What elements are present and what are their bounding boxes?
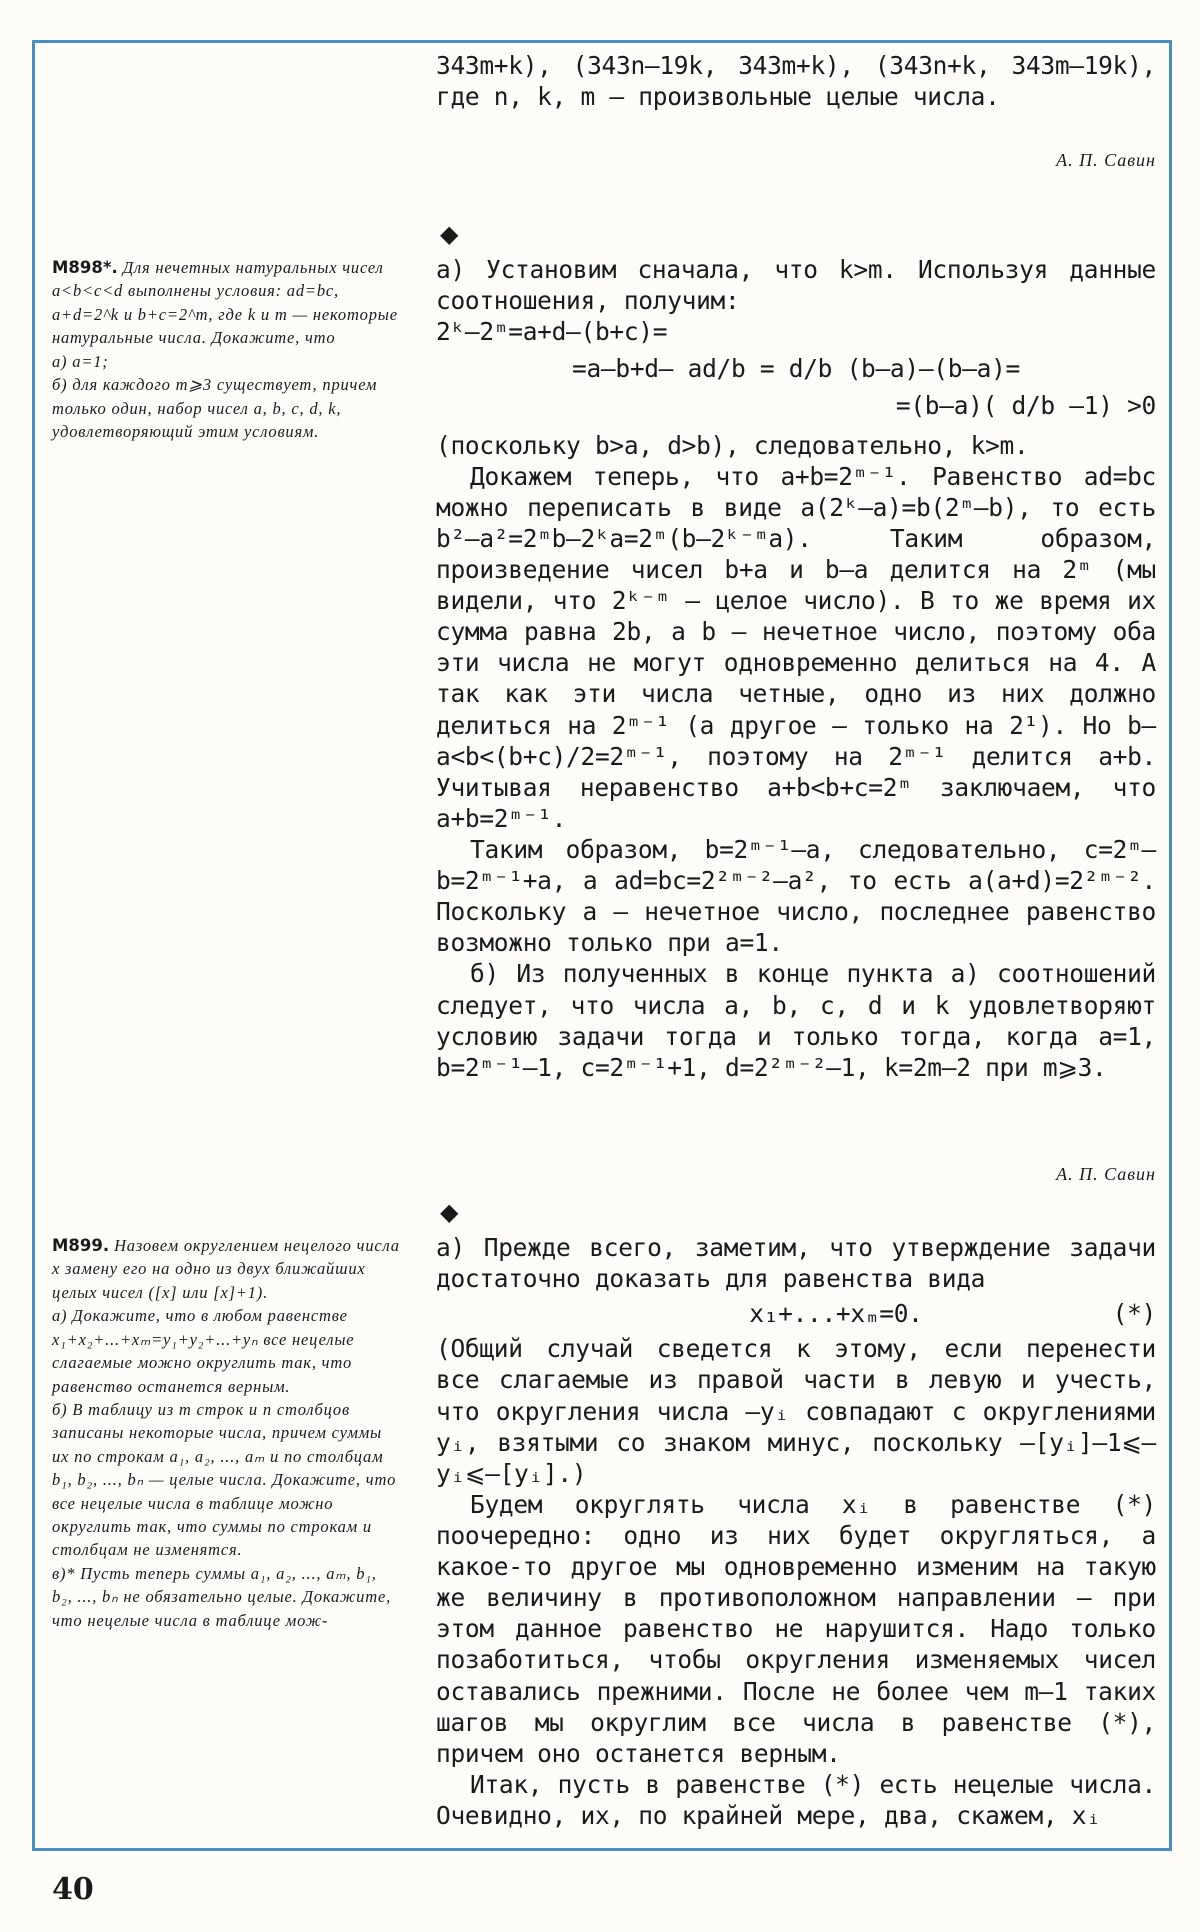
solution-paragraph: (поскольку b>a, d>b), следовательно, k>m. (436, 430, 1029, 460)
diamond-marker: ◆ (440, 220, 459, 248)
solution-m899 (436, 1232, 1156, 1831)
equation-line-1: 2ᵏ—2ᵐ=a+d—(b+c)= (436, 317, 668, 347)
problem-m898 (52, 256, 402, 443)
solution-paragraph: б) Из полученных в конце пункта а) соотношений следует, что числа a, b, c, d и k удовлетворяют условию задачи тогда и только тогда, когда a=1, b=2ᵐ⁻¹—1, c=2ᵐ⁻¹+1, d=2²ᵐ⁻²—1, k=2m—2 при m⩾3. (436, 959, 1156, 1082)
solution-intro: а) Установим сначала, что k>m. Используя данные соотношения, получим: (436, 255, 1156, 316)
problem-part-a: а) a=1; (52, 351, 109, 371)
problem-part-c: в)* Пусть теперь суммы a₁, a₂, ..., aₘ, b₁, b₂, ..., bₙ не обязательно целые. Докажите, что нецелые числа в таблице мож- (52, 1563, 391, 1630)
frame-right-rule (1169, 40, 1172, 1850)
solution-paragraph: Будем округлять числа xᵢ в равенстве (*) поочередно: одно из них будет округляться, а какое-то другое мы одновременно изменим на такую же величину в противоположном направлении — при этом данное равенство не нарушится. Надо только позаботиться, чтобы округления изменяемых чисел оставались прежними. После не более чем m—1 таких шагов мы округлим все числа в равенстве (*), причем оно останется верным. (436, 1489, 1156, 1768)
problem-part-a: а) Докажите, что в любом равенстве x₁+x₂+...+xₘ=y₁+y₂+...+yₙ все нецелые слагаемые можно округлить так, что равенство останется верным. (52, 1306, 355, 1396)
equation-line-3: =(b—a)( d/b —1) >0 (895, 391, 1156, 421)
equation-body: x₁+...+xₘ=0. (749, 1299, 923, 1329)
continuation-text (436, 50, 1156, 112)
solution-intro: а) Прежде всего, заметим, что утверждение задачи достаточно доказать для равенства вида (436, 1233, 1156, 1294)
frame-left-rule (32, 40, 35, 1850)
problem-part-b: б) В таблицу из m строк и n столбцов записаны некоторые числа, причем суммы их по строкам a₁, a₂, ..., aₘ и по столбцам b₁, b₂, ..., bₙ — целые числа. Докажите, что все нецелые числа в таблице можно округлить так, что суммы по строкам и столбцам не изменятся. (52, 1399, 397, 1560)
problem-part-b: б) для каждого m⩾3 существует, причем только один, набор чисел a, b, c, d, k, удовлетворяющий этим условиям. (52, 375, 378, 441)
problem-statement: Для нечетных натуральных чисел a<b<c<d выполнены условия: ad=bc, a+d=2^k и b+c=2^m, где k и m — некоторые натуральные числа. Докажите, что (52, 258, 398, 348)
author-savin-1: А. П. Савин (1056, 150, 1156, 170)
frame-bottom-rule (32, 1848, 1172, 1851)
author-savin-2: А. П. Савин (1056, 1164, 1156, 1184)
solution-m898 (436, 254, 1156, 1083)
equation-line-2: =a—b+d— ad/b = d/b (b—a)—(b—a)= (572, 354, 1020, 384)
problem-label: M898*. (52, 258, 118, 277)
problem-label: M899. (52, 1236, 110, 1255)
continuation-paragraph: 343m+k), (343n—19k, 343m+k), (343n+k, 343m—19k), где n, k, m — произвольные целые числа. (436, 51, 1156, 112)
equation-tag: (*) (1112, 1299, 1156, 1329)
solution-paragraph: (Общий случай сведется к этому, если перенести все слагаемые из правой части в левую и учесть, что округления числа —yᵢ совпадают с округлениями yᵢ, взятыми со знаком минус, поскольку —[yᵢ]—1⩽—yᵢ⩽—[yᵢ].) (436, 1334, 1156, 1488)
solution-paragraph: Докажем теперь, что a+b=2ᵐ⁻¹. Равенство ad=bc можно переписать в виде a(2ᵏ—a)=b(2ᵐ—b), то есть b²—a²=2ᵐb—2ᵏa=2ᵐ(b—2ᵏ⁻ᵐa). Таким образом, произведение чисел b+a и b—a делится на 2ᵐ (мы видели, что 2ᵏ⁻ᵐ — целое число). В то же время их сумма равна 2b, а b — нечетное число, поэтому оба эти числа не могут одновременно делиться на 4. А так как эти числа четные, одно из них должно делиться на 2ᵐ⁻¹ (а другое — только на 2¹). Но b—a<b<(b+c)/2=2ᵐ⁻¹, поэтому на 2ᵐ⁻¹ делится a+b. Учитывая неравенство a+b<b+c=2ᵐ заключаем, что a+b=2ᵐ⁻¹. (436, 461, 1156, 833)
page-number: 40 (52, 1872, 94, 1907)
frame-top-rule (32, 40, 1172, 43)
solution-paragraph: Таким образом, b=2ᵐ⁻¹—a, следовательно, c=2ᵐ—b=2ᵐ⁻¹+a, а ad=bc=2²ᵐ⁻²—a², то есть a(a+d)=2²ᵐ⁻². Поскольку a — нечетное число, последнее равенство возможно только при a=1. (436, 834, 1156, 958)
problem-statement: Назовем округлением нецелого числа x замену его на одно из двух ближайших целых чисел ([x] или [x]+1). (52, 1236, 400, 1302)
equation-star (436, 1298, 1156, 1329)
diamond-marker: ◆ (440, 1198, 459, 1226)
solution-paragraph: Итак, пусть в равенстве (*) есть нецелые числа. Очевидно, их, по крайней мере, два, скажем, xᵢ (436, 1769, 1156, 1830)
problem-m899 (52, 1234, 402, 1632)
